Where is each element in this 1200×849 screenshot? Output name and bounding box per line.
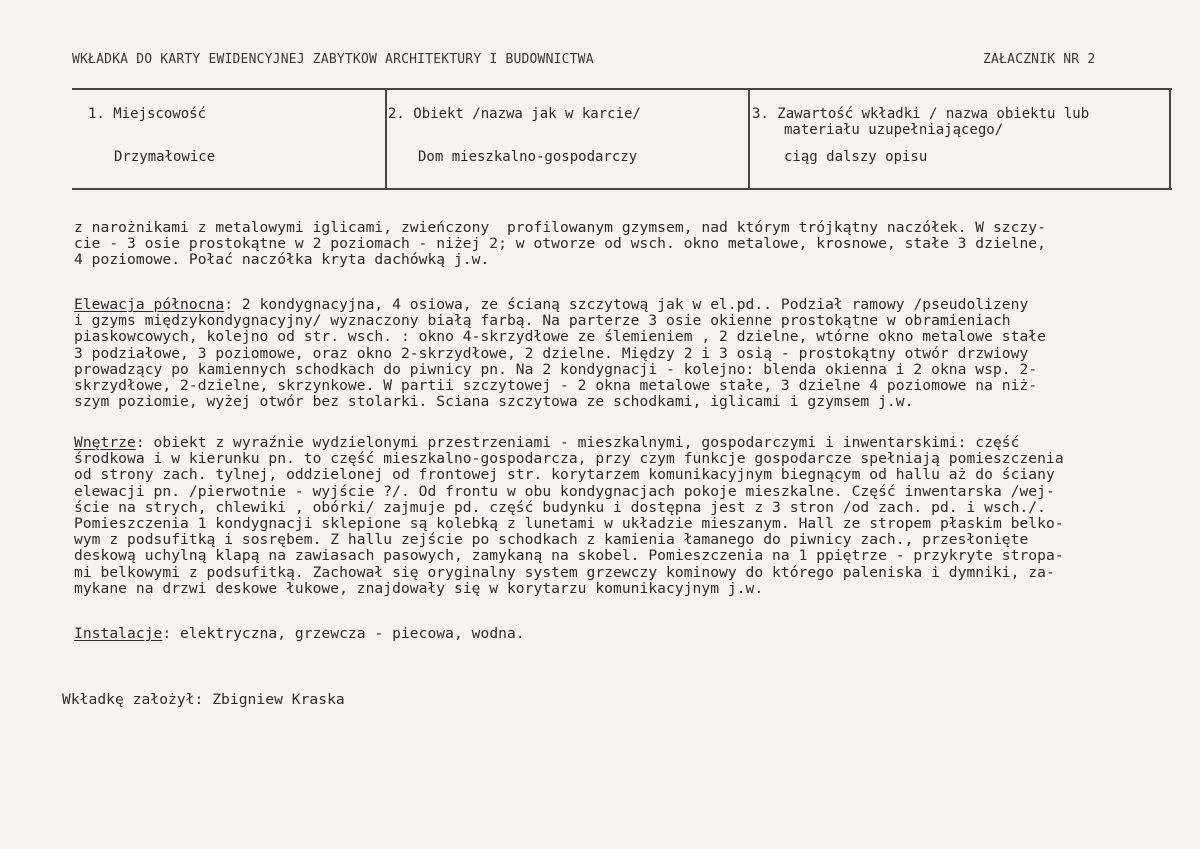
text-line: środkowa i w kierunku pn. to część mieszkalno-gospodarcza, przy czym funkcje gospodarcze spełniają pomieszczenia xyxy=(74,450,1064,468)
document-title: WKŁADKA DO KARTY EWIDENCYJNEJ ZABYTKOW ARCHITEKTURY I BUDOWNICTWA xyxy=(72,52,594,67)
column-divider-2 xyxy=(748,89,750,189)
text-line: : obiekt z wyraźnie wydzielonymi przestrzeniami - mieszkalnymi, gospodarczymi i inwentarskimi: część xyxy=(135,434,1020,451)
author-line: Wkładkę założył: Zbigniew Kraska xyxy=(62,691,345,708)
text-line: 4 poziomowe. Połać naczółka kryta dachówką j.w. xyxy=(74,251,490,269)
annex-number: ZAŁACZNIK NR 2 xyxy=(983,52,1096,67)
paragraph-installations xyxy=(74,626,1174,642)
text-line: i gzyms międzykondygnacyjny/ wyznaczony białą farbą. Na parterze 3 osie okienne prostokątne w obramieniach xyxy=(74,312,1011,330)
text-line: szym poziomie, wyżej otwór bez stolarki. Sciana szczytowa ze schodkami, iglicami i gzymsem j.w. xyxy=(74,393,914,411)
text-line: z narożnikami z metalowymi iglicami, zwieńczony profilowanym gzymsem, nad którym trójkątny naczółek. W szczy- xyxy=(74,219,1046,236)
paragraph-roof-gable xyxy=(74,220,1174,269)
object-value: Dom mieszkalno-gospodarczy xyxy=(418,149,638,165)
contents-label-line1: 3. Zawartość wkładki / nazwa obiektu lub xyxy=(752,106,1090,122)
locality-value: Drzymałowice xyxy=(114,149,216,165)
text-line: od strony zach. tylnej, oddzielonej od frontowej str. korytarzem komunikacyjnym biegnącym od hallu aż do ściany xyxy=(74,466,1055,484)
text-line: deskową uchylną klapą na zawiasach pasowych, zamykaną na skobel. Pomieszczenia na 1 ppiętrze - przykryte stropa- xyxy=(74,547,1064,565)
section-heading-installations: Instalacje xyxy=(74,625,163,642)
text-line: wym z podsufitką i sosrębem. Z hallu zejście po schodkach z kamienia łamanego do piwnicy zach., przesłonięte xyxy=(74,531,1029,549)
text-line: Pomieszczenia 1 kondygnacji sklepione są kolebką z lunetami w układzie mieszanym. Hall ze stropem płaskim belko- xyxy=(74,515,1064,533)
column-divider-1 xyxy=(385,89,387,189)
text-line: : elektryczna, grzewcza - piecowa, wodna. xyxy=(162,625,525,642)
table-top-rule xyxy=(72,88,1172,90)
paragraph-north-elevation xyxy=(74,297,1174,410)
contents-label-line2: materiału uzupełniającego/ xyxy=(784,122,1004,138)
text-line: piaskowcowych, kolejno od str. wsch. : okno 4-skrzydłowe ze ślemieniem , 2 dzielne, wtórne okno metalowe stałe xyxy=(74,328,1046,346)
section-heading-north-elevation: Elewacja północna xyxy=(74,296,225,313)
text-line: 3 podziałowe, 3 poziomowe, oraz okno 2-skrzydłowe, 2 dzielne. Między 2 i 3 osią - prostokątny otwór drzwiowy xyxy=(74,344,1029,362)
text-line: ście na strych, chlewiki , obórki/ zajmuje pd. część budynku i dostępna jest z 3 stron /od zach. pd. i wsch./. xyxy=(74,498,1046,516)
text-line: prowadzący po kamiennych schodkach do piwnicy pn. Na 2 kondygnacji - kolejno: blenda okienna i 2 okna wsp. 2- xyxy=(74,360,1038,378)
text-line: mykane na drzwi deskowe łukowe, znajdowały się w korytarzu komunikacyjnym j.w. xyxy=(74,579,764,597)
paragraph-interior xyxy=(74,435,1174,597)
text-line: mi belkowymi z podsufitką. Zachował się oryginalny system grzewczy kominowy do którego paleniska i dymniki, za- xyxy=(74,563,1055,581)
text-line: elewacji pn. /pierwotnie - wyjście ?/. Od frontu w obu kondygnacjach pokoje mieszkalne. Część inwentarska /wej- xyxy=(74,482,1055,500)
contents-value: ciąg dalszy opisu xyxy=(784,149,928,165)
locality-label: 1. Miejscowość xyxy=(88,106,207,122)
text-line: cie - 3 osie prostokątne w 2 poziomach - niżej 2; w otworze od wsch. okno metalowe, krosnowe, stałe 3 dzielne, xyxy=(74,235,1046,253)
column-divider-3 xyxy=(1169,89,1171,189)
section-heading-interior: Wnętrze xyxy=(74,434,136,451)
text-line: : 2 kondygnacyjna, 4 osiowa, ze ścianą szczytową jak w el.pd.. Podział ramowy /pseudolizeny xyxy=(224,296,1029,313)
object-label: 2. Obiekt /nazwa jak w karcie/ xyxy=(388,106,641,122)
table-bottom-rule xyxy=(72,188,1172,190)
text-line: skrzydłowe, 2-dzielne, skrzynkowe. W partii szczytowej - 2 okna metalowe stałe, 3 dzielne 4 poziomowe na niż- xyxy=(74,377,1038,395)
